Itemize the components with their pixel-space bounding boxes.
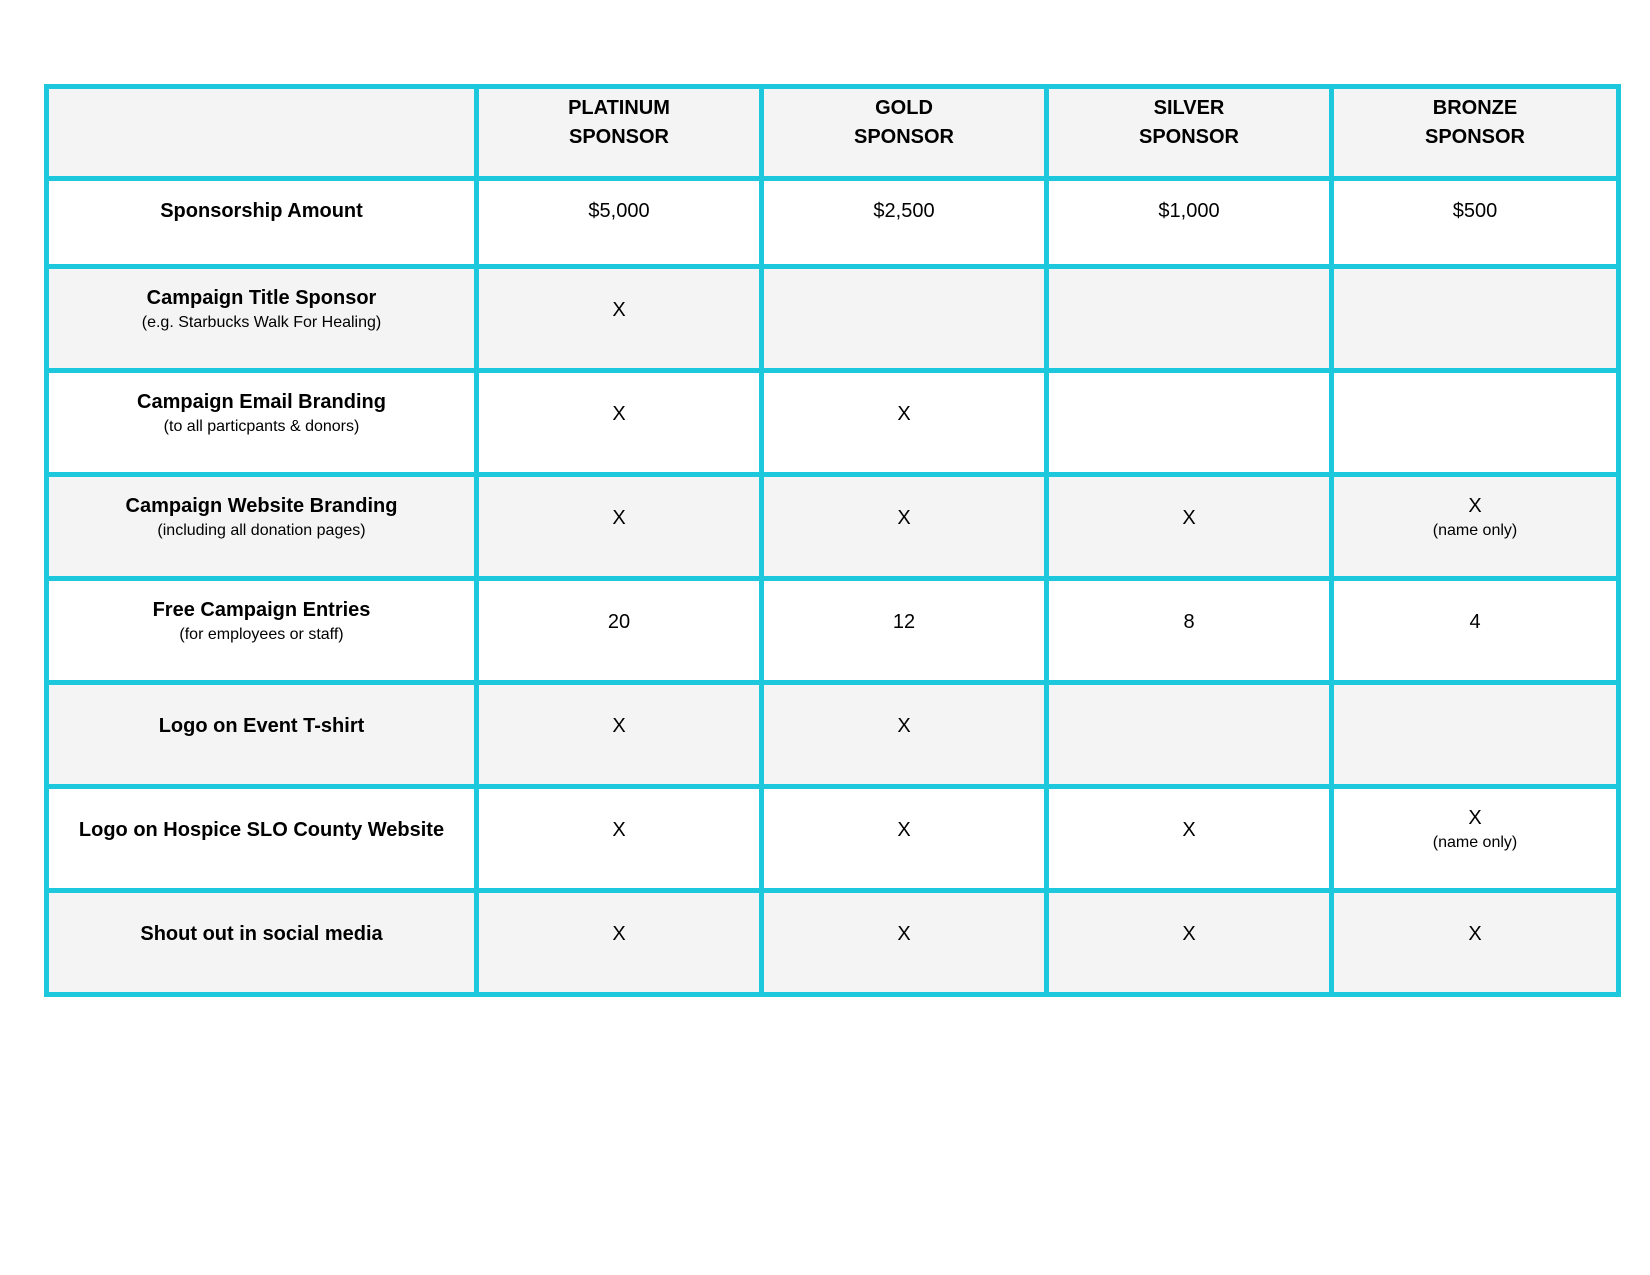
table-row: [47, 787, 1619, 891]
cell-silver: [1047, 891, 1332, 995]
cell-value: X: [612, 507, 626, 529]
cell-bronze: [1332, 891, 1619, 995]
cell-platinum: [477, 475, 762, 579]
tier-suffix: SPONSOR: [1424, 126, 1526, 148]
cell-value: X: [1182, 819, 1196, 841]
table-row: [47, 891, 1619, 995]
cell-value: 8: [1183, 611, 1195, 633]
cell-gold: [762, 683, 1047, 787]
sponsorship-sheet: [44, 84, 1616, 997]
cell-silver: [1047, 179, 1332, 267]
cell-bronze: [1332, 179, 1619, 267]
cell-platinum: [477, 179, 762, 267]
cell-bronze: [1332, 787, 1619, 891]
cell-silver: [1047, 475, 1332, 579]
tier-name: PLATINUM: [568, 97, 670, 119]
cell-value: X: [612, 819, 626, 841]
header-corner-cell: [47, 87, 477, 179]
cell-gold: [762, 579, 1047, 683]
feature-label-cell: [47, 475, 477, 579]
cell-value: X: [612, 923, 626, 945]
feature-title: Campaign Email Branding: [137, 391, 386, 413]
cell-value: X: [1468, 807, 1482, 829]
cell-value: $5,000: [588, 200, 650, 222]
cell-value: X: [897, 403, 911, 425]
cell-platinum: [477, 891, 762, 995]
cell-silver: [1047, 787, 1332, 891]
feature-title: Sponsorship Amount: [160, 200, 363, 222]
cell-value: X: [1468, 495, 1482, 517]
table-body: [47, 179, 1619, 995]
tier-suffix: SPONSOR: [568, 126, 670, 148]
cell-bronze: [1332, 371, 1619, 475]
header-platinum: [477, 87, 762, 179]
cell-silver: [1047, 371, 1332, 475]
cell-platinum: [477, 787, 762, 891]
feature-title: Free Campaign Entries: [152, 599, 371, 621]
cell-value: $2,500: [873, 200, 935, 222]
cell-value: 12: [892, 611, 916, 633]
feature-label-cell: [47, 891, 477, 995]
feature-title: Campaign Title Sponsor: [146, 287, 377, 309]
cell-value: X: [1182, 507, 1196, 529]
table-row: [47, 579, 1619, 683]
cell-gold: [762, 475, 1047, 579]
header-silver: [1047, 87, 1332, 179]
cell-value: X: [612, 403, 626, 425]
cell-gold: [762, 371, 1047, 475]
cell-value: $500: [1452, 200, 1498, 222]
cell-value: $1,000: [1158, 200, 1220, 222]
tier-suffix: SPONSOR: [853, 126, 955, 148]
feature-title: Logo on Event T-shirt: [158, 715, 365, 737]
cell-note: (name only): [1432, 834, 1518, 851]
cell-value: X: [897, 819, 911, 841]
feature-label-cell: [47, 267, 477, 371]
cell-platinum: [477, 579, 762, 683]
feature-note: (e.g. Starbucks Walk For Healing): [141, 314, 382, 331]
tier-name: BRONZE: [1432, 97, 1518, 119]
cell-silver: [1047, 579, 1332, 683]
tier-name: SILVER: [1153, 97, 1225, 119]
table-row: [47, 475, 1619, 579]
table-row: [47, 179, 1619, 267]
feature-label-cell: [47, 683, 477, 787]
cell-gold: [762, 267, 1047, 371]
cell-platinum: [477, 371, 762, 475]
header-bronze: [1332, 87, 1619, 179]
cell-value: X: [1468, 923, 1482, 945]
table-row: [47, 267, 1619, 371]
feature-note: (including all donation pages): [157, 522, 366, 539]
cell-note: (name only): [1432, 522, 1518, 539]
cell-silver: [1047, 267, 1332, 371]
cell-silver: [1047, 683, 1332, 787]
feature-note: (for employees or staff): [179, 626, 344, 643]
feature-title: Logo on Hospice SLO County Website: [78, 819, 445, 841]
cell-platinum: [477, 267, 762, 371]
cell-platinum: [477, 683, 762, 787]
table-row: [47, 371, 1619, 475]
feature-title: Campaign Website Branding: [125, 495, 398, 517]
table-header-row: [47, 87, 1619, 179]
cell-value: X: [897, 923, 911, 945]
tier-name: GOLD: [875, 97, 933, 119]
feature-title: Shout out in social media: [140, 923, 383, 945]
cell-bronze: [1332, 579, 1619, 683]
feature-label-cell: [47, 371, 477, 475]
tier-suffix: SPONSOR: [1138, 126, 1240, 148]
cell-value: X: [897, 715, 911, 737]
cell-value: 4: [1469, 611, 1481, 633]
feature-label-cell: [47, 787, 477, 891]
header-gold: [762, 87, 1047, 179]
table-row: [47, 683, 1619, 787]
cell-gold: [762, 891, 1047, 995]
feature-label-cell: [47, 179, 477, 267]
cell-gold: [762, 179, 1047, 267]
cell-value: X: [897, 507, 911, 529]
cell-bronze: [1332, 683, 1619, 787]
cell-gold: [762, 787, 1047, 891]
cell-value: X: [1182, 923, 1196, 945]
cell-value: X: [612, 299, 626, 321]
feature-label-cell: [47, 579, 477, 683]
cell-bronze: [1332, 475, 1619, 579]
cell-value: 20: [607, 611, 631, 633]
cell-bronze: [1332, 267, 1619, 371]
feature-note: (to all particpants & donors): [163, 418, 360, 435]
sponsorship-levels-table: [44, 84, 1621, 997]
cell-value: X: [612, 715, 626, 737]
